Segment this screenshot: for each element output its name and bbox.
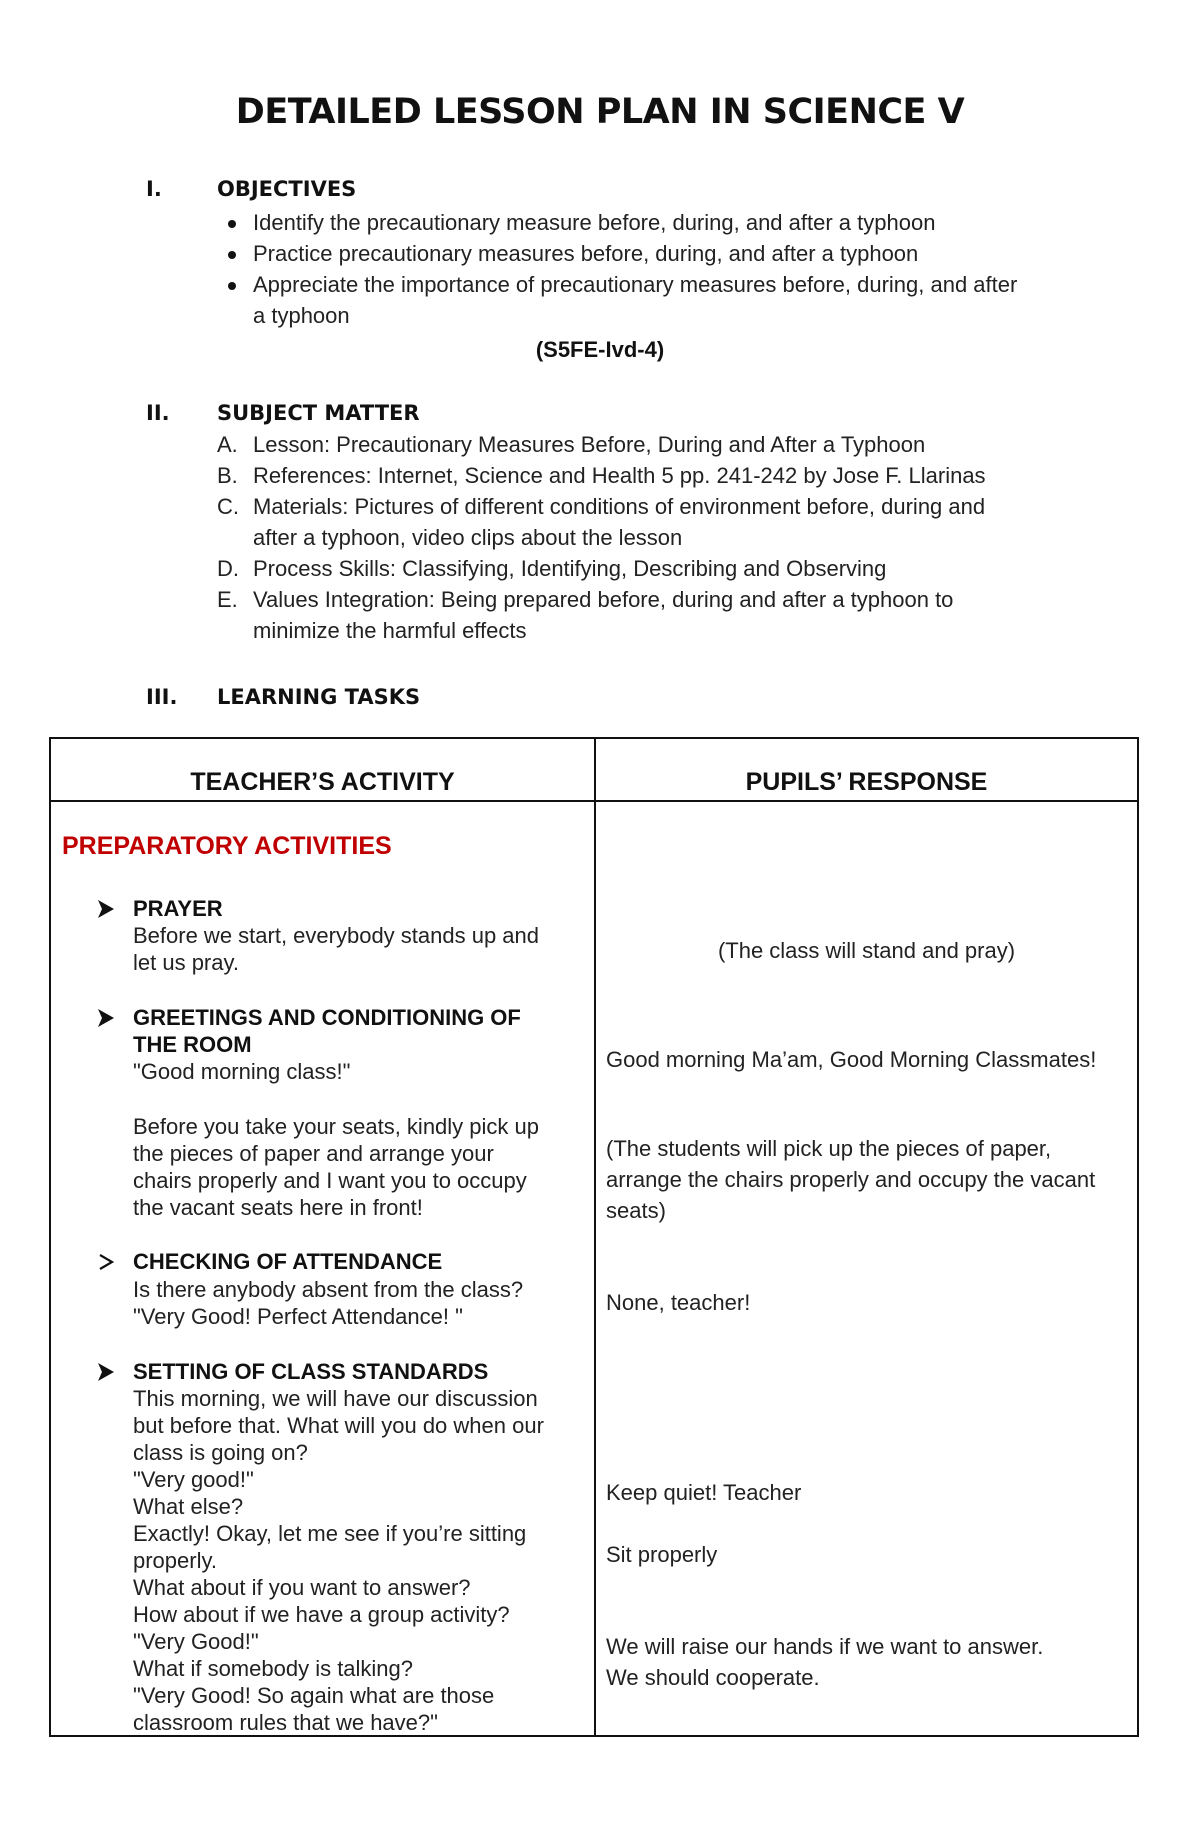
pupil-response: (The class will stand and pray)	[717, 938, 1016, 963]
arrow-bullet-icon	[95, 1007, 117, 1029]
subject-letter: E.	[217, 587, 238, 612]
teacher-line: What if somebody is talking?	[133, 1656, 414, 1681]
teacher-line: let us pray.	[133, 950, 239, 975]
pupil-response: arrange the chairs properly and occupy the vacant	[606, 1167, 1096, 1192]
subject-matter-heading: SUBJECT MATTER	[217, 401, 420, 425]
teacher-line: properly.	[133, 1548, 217, 1573]
teacher-line: Exactly! Okay, let me see if you’re sitting	[133, 1521, 527, 1546]
pupil-response: seats)	[606, 1198, 666, 1223]
subject-item: Process Skills: Classifying, Identifying, Describing and Observing	[253, 556, 887, 581]
objectives-numeral: I.	[146, 177, 162, 201]
teacher-line: How about if we have a group activity?	[133, 1602, 510, 1627]
teacher-line: but before that. What will you do when our	[133, 1413, 544, 1438]
teacher-line: What else?	[133, 1494, 244, 1519]
pupil-response: (The students will pick up the pieces of paper,	[606, 1136, 1052, 1161]
pupil-response: Good morning Ma’am, Good Morning Classmates!	[606, 1047, 1097, 1072]
objectives-heading: OBJECTIVES	[217, 177, 357, 201]
bullet-icon	[228, 220, 236, 228]
learning-tasks-numeral: III.	[146, 685, 178, 709]
subject-item-continued: after a typhoon, video clips about the lesson	[253, 525, 683, 550]
teacher-line: the vacant seats here in front!	[133, 1195, 423, 1220]
objective-item: Appreciate the importance of precautionary measures before, during, and after	[253, 272, 1018, 297]
teacher-line: This morning, we will have our discussion	[133, 1386, 538, 1411]
subject-letter: B.	[217, 463, 238, 488]
pupil-response: Sit properly	[606, 1542, 718, 1567]
arrow-bullet-icon	[97, 1253, 115, 1271]
column-header-teacher: TEACHER’S ACTIVITY	[190, 768, 455, 796]
teacher-line: classroom rules that we have?"	[133, 1710, 438, 1735]
objective-item: Identify the precautionary measure before, during, and after a typhoon	[253, 210, 936, 235]
subject-matter-numeral: II.	[146, 401, 170, 425]
learning-tasks-heading: LEARNING TASKS	[217, 685, 421, 709]
teacher-line: chairs properly and I want you to occupy	[133, 1168, 527, 1193]
table-header-divider	[49, 800, 1139, 802]
subject-item: Lesson: Precautionary Measures Before, During and After a Typhoon	[253, 432, 926, 457]
teacher-line: "Very Good!"	[133, 1629, 259, 1654]
teacher-line: Before we start, everybody stands up and	[133, 923, 540, 948]
teacher-line: Before you take your seats, kindly pick up	[133, 1114, 539, 1139]
subject-item: Values Integration: Being prepared before, during and after a typhoon to	[253, 587, 954, 612]
greetings-heading-continued: THE ROOM	[133, 1032, 252, 1057]
standards-heading: SETTING OF CLASS STANDARDS	[133, 1359, 489, 1384]
bullet-icon	[228, 251, 236, 259]
subject-letter: C.	[217, 494, 239, 519]
teacher-line: the pieces of paper and arrange your	[133, 1141, 494, 1166]
teacher-line: "Very Good! Perfect Attendance! "	[133, 1304, 463, 1329]
pupil-response: We will raise our hands if we want to answer.	[606, 1634, 1044, 1659]
subject-item: Materials: Pictures of different conditions of environment before, during and	[253, 494, 986, 519]
pupil-response: Keep quiet! Teacher	[606, 1480, 802, 1505]
attendance-heading: CHECKING OF ATTENDANCE	[133, 1249, 443, 1274]
objective-item: Practice precautionary measures before, during, and after a typhoon	[253, 241, 919, 266]
teacher-line: "Very good!"	[133, 1467, 254, 1492]
table-column-divider	[594, 737, 596, 1737]
subject-letter: A.	[217, 432, 238, 457]
column-header-pupils: PUPILS’ RESPONSE	[745, 768, 988, 796]
subject-item-continued: minimize the harmful effects	[253, 618, 527, 643]
teacher-line: "Very Good! So again what are those	[133, 1683, 495, 1708]
document-title: DETAILED LESSON PLAN IN SCIENCE V	[235, 92, 965, 132]
teacher-line: "Good morning class!"	[133, 1059, 351, 1084]
teacher-line: class is going on?	[133, 1440, 308, 1465]
prayer-heading: PRAYER	[133, 896, 223, 921]
competency-code: (S5FE-Ivd-4)	[535, 337, 665, 362]
pupil-response: We should cooperate.	[606, 1665, 820, 1690]
teacher-line: Is there anybody absent from the class?	[133, 1277, 524, 1302]
pupil-response: None, teacher!	[606, 1290, 751, 1315]
subject-letter: D.	[217, 556, 239, 581]
teacher-line: What about if you want to answer?	[133, 1575, 471, 1600]
bullet-icon	[228, 282, 236, 290]
objective-item-continued: a typhoon	[253, 303, 350, 328]
arrow-bullet-icon	[95, 898, 117, 920]
preparatory-activities-title: PREPARATORY ACTIVITIES	[62, 832, 392, 860]
arrow-bullet-icon	[95, 1361, 117, 1383]
subject-item: References: Internet, Science and Health 5 pp. 241-242 by Jose F. Llarinas	[253, 463, 986, 488]
greetings-heading: GREETINGS AND CONDITIONING OF	[133, 1005, 521, 1030]
